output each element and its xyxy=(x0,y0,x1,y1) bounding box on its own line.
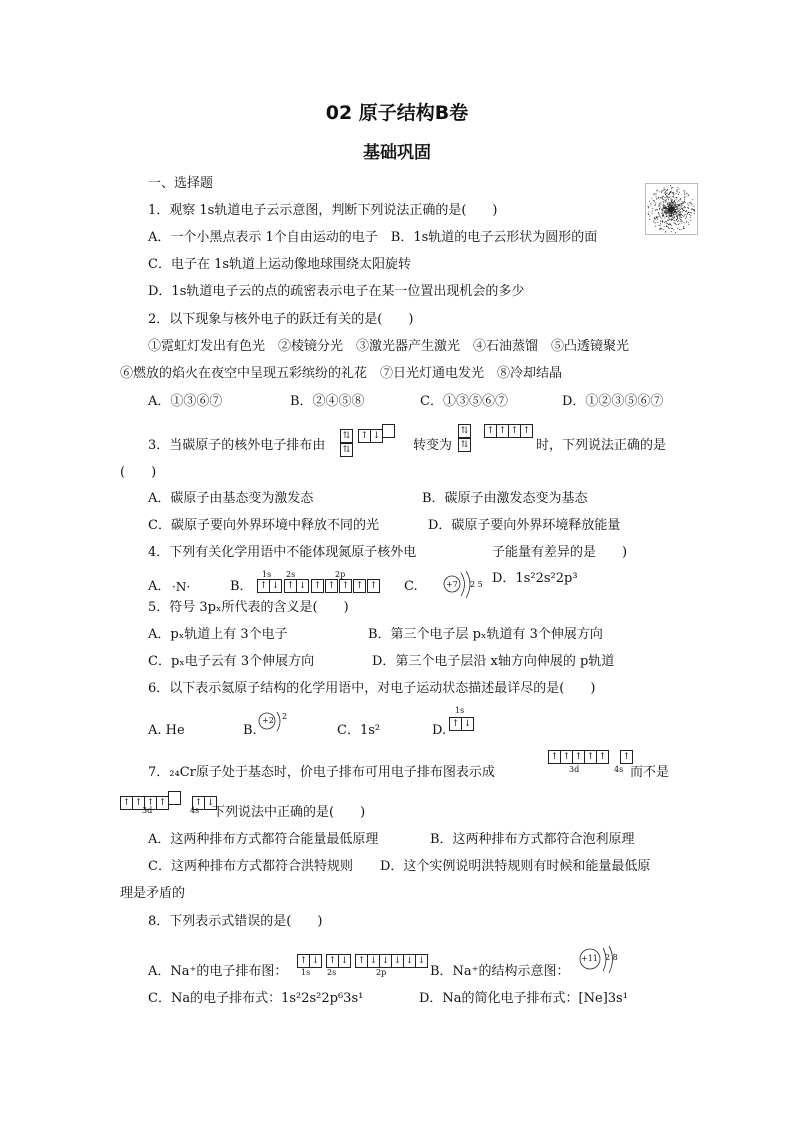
q4-option-a: A． xyxy=(148,579,171,594)
q3-option-b: B．碳原子由激发态变为基态 xyxy=(422,491,588,506)
q3-stem-2: 转变为 xyxy=(413,438,453,453)
q8-stem: 8．下列表示式错误的是( ) xyxy=(148,914,323,929)
q6-orbital-diagram: ↑ ↓ xyxy=(449,717,473,731)
q4-label-2s: 2s xyxy=(286,570,296,579)
q7-label-3d-a: 3d xyxy=(569,765,580,774)
q2-option-a: A．①③⑥⑦ xyxy=(148,394,223,409)
q4-nucleus-charge: +7 xyxy=(446,580,458,589)
q1-stem: 1．观察 1s轨道电子云示意图，判断下列说法正确的是( ) xyxy=(148,203,498,218)
q1-option-c: C．电子在 1s轨道上运动像地球围绕太阳旋转 xyxy=(148,257,412,272)
q4-orbital-diagram: ↑ ↓ ↑ ↓ ↑ ↑ ↑ ↑ ↑ xyxy=(257,579,379,593)
q7-diagram-alternative: ↑ ↑ ↑ ↑ ↑ ↓ xyxy=(120,791,216,810)
q4-stem-2: 子能量有差异的是 ) xyxy=(492,545,628,560)
q2-option-c: C．①③⑤⑥⑦ xyxy=(420,394,508,409)
q8-orbital-diagram: ↑ ↓ ↑ ↓ ↑ ↓ ↓ ↓ ↓ ↓ xyxy=(297,954,427,968)
q4-option-c: C. xyxy=(404,579,418,594)
q2-option-d: D．①②③⑤⑥⑦ xyxy=(562,394,664,409)
q6-label-1s: 1s xyxy=(455,706,465,715)
q6-option-d: D. xyxy=(432,723,447,738)
electron-cloud-image xyxy=(645,183,698,235)
q1-option-d: D．1s轨道电子云的点的疏密表示电子在某一位置出现机会的多少 xyxy=(148,284,525,299)
q7-option-d-cont: 理是矛盾的 xyxy=(120,886,186,901)
q7-stem-2: 而不是 xyxy=(630,765,670,780)
q4-nitrogen-dot-symbol: ·N· xyxy=(172,580,191,594)
q5-stem: 5．符号 3pₓ所代表的含义是( ) xyxy=(148,600,349,615)
q8-shell-electrons: 2 8 xyxy=(605,953,618,962)
q8-label-1s: 1s xyxy=(301,968,311,977)
q6-option-b: B. xyxy=(243,723,257,738)
q5-option-d: D．第三个电子层沿 x轴方向伸展的 p轨道 xyxy=(372,654,615,669)
q2-option-b: B．②④⑤⑧ xyxy=(290,394,365,409)
q7-stem-3: 下列说法中正确的是( ) xyxy=(212,805,366,820)
q7-label-4s-b: 4s xyxy=(190,806,200,815)
q3-stem-4: ( ) xyxy=(120,465,157,480)
q2-stem: 2．以下现象与核外电子的跃迁有关的是( ) xyxy=(148,312,414,327)
q7-label-3d-b: 3d xyxy=(142,806,153,815)
q8-option-c: C．Na的电子排布式：1s²2s²2p⁶3s¹ xyxy=(148,991,364,1006)
page-title: 02 原子结构B卷 xyxy=(325,102,469,124)
q8-label-2p: 2p xyxy=(376,968,387,977)
q1-options-ab: A．一个小黑点表示 1个自由运动的电子 B．1s轨道的电子云形状为圆形的面 xyxy=(148,230,598,245)
q5-option-c: C．pₓ电子云有 3个伸展方向 xyxy=(148,654,315,669)
q3-diagram-initial: ⇅ ↑ ↓ ⇅ xyxy=(340,424,394,457)
q3-option-d: D．碳原子要向外界环境释放能量 xyxy=(428,518,621,533)
q7-label-4s-a: 4s xyxy=(614,765,624,774)
q6-shell-electrons: 2 xyxy=(282,712,288,721)
q5-option-b: B．第三个电子层 pₓ轨道有 3个伸展方向 xyxy=(368,627,603,642)
q4-shell-electrons: 2 5 xyxy=(470,580,483,589)
q8-label-2s: 2s xyxy=(327,968,337,977)
q7-stem-1: 7．₂₄Cr原子处于基态时，价电子排布可用电子排布图表示成 xyxy=(148,765,495,780)
q6-option-c: C．1s² xyxy=(337,723,381,738)
q3-stem-1: 3．当碳原子的核外电子排布由 xyxy=(148,438,326,453)
q6-option-a: A. He xyxy=(148,723,185,738)
q8-nucleus-charge: +11 xyxy=(581,954,598,963)
page-subtitle: 基础巩固 xyxy=(363,143,431,163)
q4-option-b: B． xyxy=(230,579,253,594)
q4-label-2p: 2p xyxy=(335,570,346,579)
q4-option-d: D．1s²2s²2p³ xyxy=(492,571,578,586)
q7-option-a: A．这两种排布方式都符合能量最低原理 xyxy=(148,832,379,847)
q3-option-c: C．碳原子要向外界环境中释放不同的光 xyxy=(148,518,379,533)
q7-diagram-correct: ↑ ↑ ↑ ↑ ↑ ↑ xyxy=(548,750,632,764)
q3-option-a: A．碳原子由基态变为激发态 xyxy=(148,491,314,506)
q8-option-d: D．Na的简化电子排布式：[Ne]3s¹ xyxy=(419,991,628,1006)
q7-option-b: B．这两种排布方式都符合泡利原理 xyxy=(430,832,635,847)
section-heading: 一、选择题 xyxy=(148,176,214,191)
q3-stem-3: 时，下列说法正确的是 xyxy=(536,438,667,453)
q6-stem: 6．以下表示氦原子结构的化学用语中，对电子运动状态描述最详尽的是( ) xyxy=(148,681,596,696)
q8-option-b: B．Na⁺的结构示意图： xyxy=(430,964,570,979)
q2-items-line2: ⑥燃放的焰火在夜空中呈现五彩缤纷的礼花 ⑦日光灯通电发光 ⑧冷却结晶 xyxy=(120,366,563,381)
q7-option-d: D．这个实例说明洪特规则有时候和能量最低原 xyxy=(380,859,651,874)
q6-nucleus-charge: +2 xyxy=(262,716,274,725)
q5-option-a: A．pₓ轨道上有 3个电子 xyxy=(148,627,288,642)
q3-diagram-final: ⇅ ↑ ↑ ↑ ↑ ⇅ xyxy=(458,424,532,452)
q8-option-a: A．Na⁺的电子排布图： xyxy=(148,964,288,979)
q4-label-1s: 1s xyxy=(262,570,272,579)
q7-option-c: C．这两种排布方式都符合洪特规则 xyxy=(148,859,353,874)
q2-items-line1: ①霓虹灯发出有色光 ②棱镜分光 ③激光器产生激光 ④石油蒸馏 ⑤凸透镜聚光 xyxy=(148,339,630,354)
q4-stem-1: 4．下列有关化学用语中不能体现氮原子核外电 xyxy=(148,545,417,560)
